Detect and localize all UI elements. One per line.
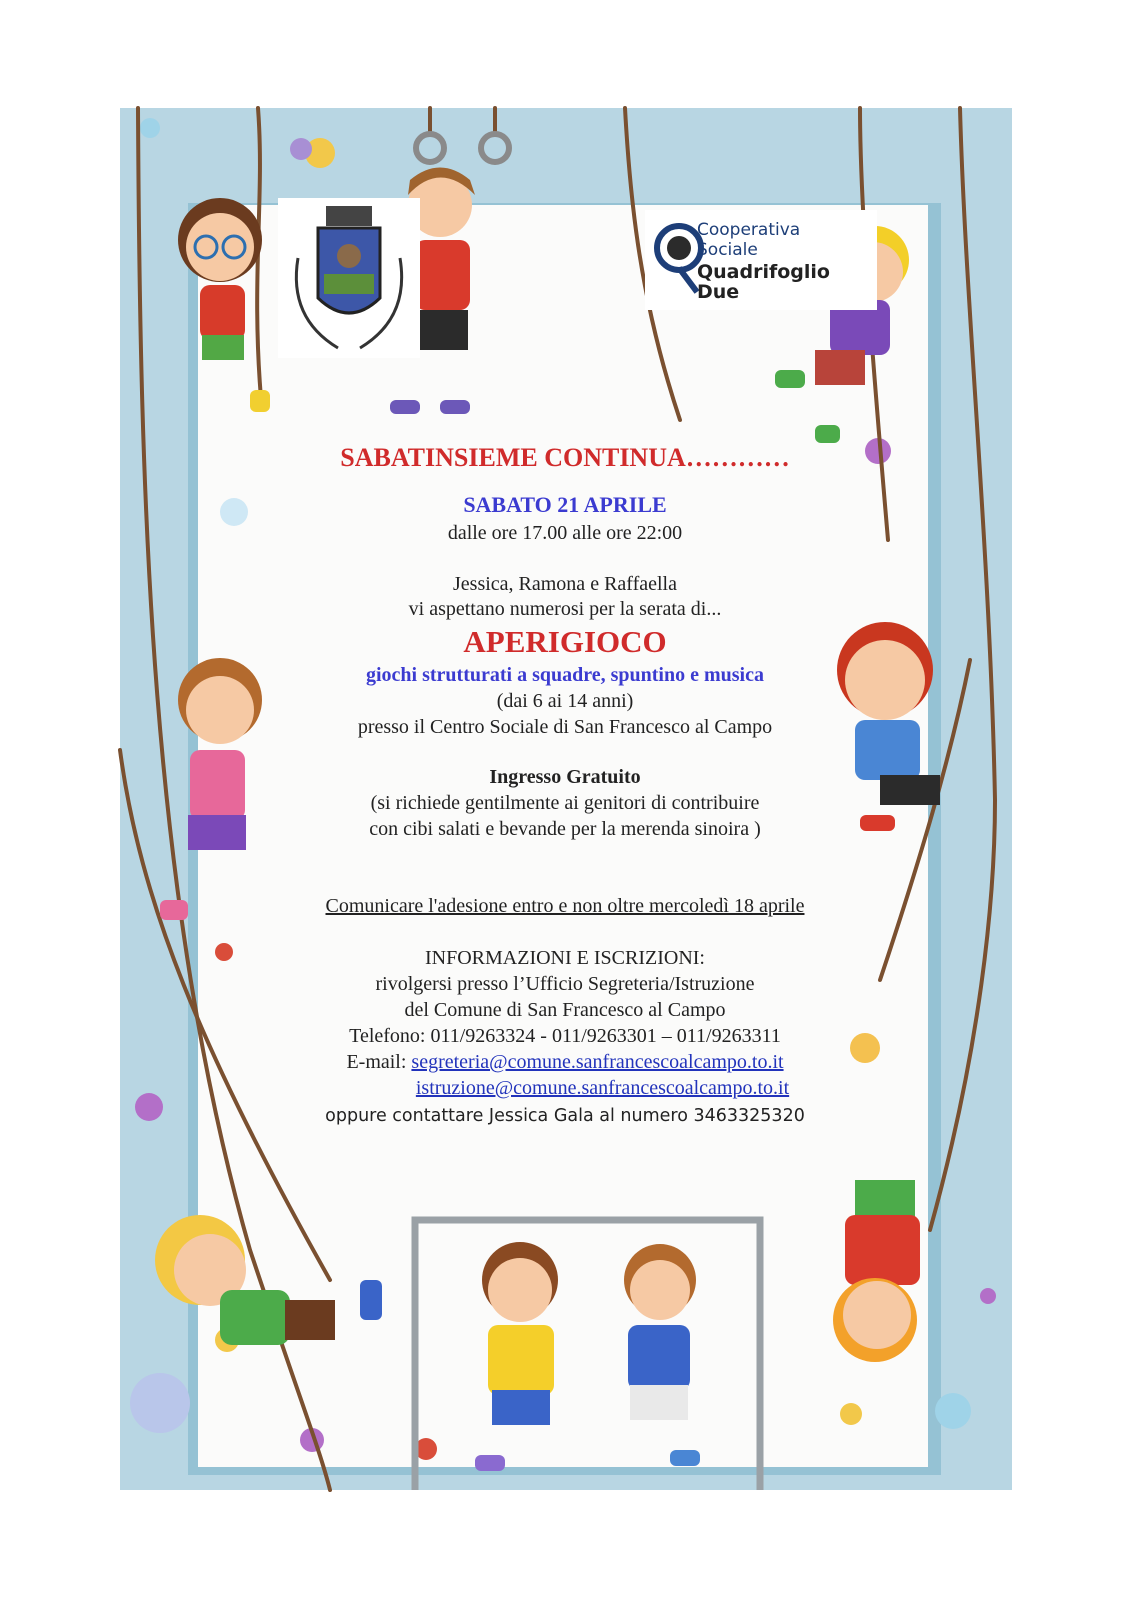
event-invite: vi aspettano numerosi per la serata di... xyxy=(408,598,722,620)
coat-of-arms-icon xyxy=(278,198,420,358)
entry-free: Ingresso Gratuito xyxy=(489,766,641,788)
rsvp-deadline: Comunicare l'adesione entro e non oltre mercoledì 18 aprile xyxy=(325,895,805,917)
headline: SABATINSIEME CONTINUA………… xyxy=(340,443,790,472)
entry-note-1: (si richiede gentilmente ai genitori di contribuire xyxy=(370,792,760,814)
kid-boy-navy-illustration xyxy=(600,1210,730,1480)
kid-girl-glasses-illustration xyxy=(160,165,290,415)
coop-name: Quadrifoglio Due xyxy=(697,261,830,303)
entry-note-2: con cibi salati e bevande per la merenda sinoira ) xyxy=(369,818,761,840)
info-contact: oppure contattare Jessica Gala al numero 3463325320 xyxy=(325,1106,805,1126)
kid-boy-yellow-shirt-illustration xyxy=(450,1200,590,1480)
kid-boy-green-illustration xyxy=(140,1200,400,1380)
event-subtitle: giochi strutturati a squadre, spuntino e musica xyxy=(365,664,764,686)
info-email-row xyxy=(190,1049,940,1075)
info-email-row-2 xyxy=(190,1075,940,1101)
municipal-crest-logo xyxy=(278,198,420,358)
event-ages: (dai 6 ai 14 anni) xyxy=(496,690,634,712)
info-line-2: del Comune di San Francesco al Campo xyxy=(404,999,726,1021)
info-line-1: rivolgersi presso l’Ufficio Segreteria/Istruzione xyxy=(375,973,755,995)
email-label: E-mail: xyxy=(346,1051,407,1073)
info-phone: Telefono: 011/9263324 - 011/9263301 – 011/9263311 xyxy=(349,1025,781,1047)
coop-line-2: Sociale xyxy=(697,240,758,260)
event-hours: dalle ore 17.00 alle ore 22:00 xyxy=(447,522,683,544)
event-title: APERIGIOCO xyxy=(463,624,667,659)
coop-line-1: Cooperativa xyxy=(697,220,801,240)
event-venue: presso il Centro Sociale di San Francesco al Campo xyxy=(357,716,773,738)
coop-logo xyxy=(645,210,877,310)
email-link-istruzione[interactable]: istruzione@comune.sanfrancescoalcampo.to.it xyxy=(415,1077,790,1099)
info-heading: INFORMAZIONI E ISCRIZIONI: xyxy=(425,947,705,969)
kid-upside-down-illustration xyxy=(785,1170,975,1410)
event-hosts: Jessica, Ramona e Raffaella xyxy=(453,573,677,595)
event-date: SABATO 21 APRILE xyxy=(463,492,667,517)
email-link-segreteria[interactable]: segreteria@comune.sanfrancescoalcampo.to.it xyxy=(411,1051,784,1073)
